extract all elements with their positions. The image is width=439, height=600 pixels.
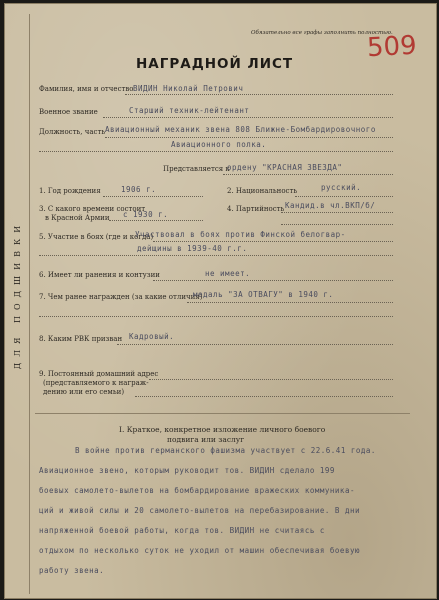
- page-title: НАГРАДНОЙ ЛИСТ: [136, 56, 294, 72]
- position-line-2: [39, 151, 393, 152]
- service-since-value: с 1930 г.: [123, 210, 169, 219]
- rank-label: Военное звание: [39, 108, 98, 116]
- body-line-5: напряженной боевой работы, когда тов. ВИДИН не считаясь с: [39, 526, 325, 535]
- name-label: Фамилия, имя и отчество: [39, 85, 134, 93]
- address-line-2: [135, 396, 393, 397]
- party-line-2: [281, 224, 393, 225]
- draft-office-label: 8. Каким РВК призван: [39, 335, 123, 343]
- award-sheet: [4, 3, 437, 599]
- section-heading-1: I. Краткое, конкретное изложение личного боевого: [119, 425, 326, 434]
- rank-line: [103, 117, 393, 118]
- nationality-value: русский.: [321, 183, 362, 192]
- address-line-1: [149, 379, 393, 380]
- awards-line-2: [39, 316, 393, 317]
- nominated-label: Представляется к: [163, 165, 230, 173]
- rank-value: Старший техник-лейтенант: [129, 106, 250, 115]
- awards-line-1: [187, 302, 393, 303]
- combat-line-1: [153, 241, 393, 242]
- service-since-label-2: в Красной Армии: [45, 214, 110, 222]
- draft-office-line: [117, 344, 393, 345]
- combat-label: 5. Участие в боях (где и когда): [39, 233, 154, 241]
- wounds-value: не имеет.: [205, 269, 251, 278]
- address-label-3: дению или его семьи): [43, 388, 125, 396]
- position-line-1: [105, 137, 393, 138]
- binding-margin-rule: [29, 14, 30, 594]
- birth-year-line: [103, 196, 203, 197]
- awards-value: медаль "ЗА ОТВАГУ" в 1940 г.: [193, 290, 334, 299]
- position-value-1: Авиационный механик звена 808 Ближне-Бомбардировочного: [105, 125, 376, 134]
- nationality-label: 2. Национальность: [227, 187, 298, 195]
- nominated-value: ордену "КРАСНАЯ ЗВЕЗДА": [227, 163, 343, 172]
- nationality-line: [295, 196, 393, 197]
- body-line-4: ций и живой силы и 20 самолето-вылетов на перебазирование. В дни: [39, 506, 360, 515]
- wounds-line: [153, 280, 393, 281]
- section-heading-2: подвига или заслуг: [167, 435, 245, 444]
- service-since-label-1: 3. С какого времени состоит: [39, 205, 146, 213]
- position-label: Должность, часть: [39, 128, 106, 136]
- party-label: 4. Партийность: [227, 205, 285, 213]
- body-line-7: работу звена.: [39, 566, 105, 575]
- header-note: Обязательно все графы заполнить полностью.: [251, 30, 393, 36]
- position-value-2: Авиационного полка.: [171, 140, 267, 149]
- birth-year-value: 1906 г.: [121, 185, 157, 194]
- awards-label: 7. Чем ранее награжден (за какие отличия): [39, 293, 203, 301]
- birth-year-label: 1. Год рождения: [39, 187, 101, 195]
- section-divider: [35, 413, 410, 414]
- archive-number: 509: [366, 30, 418, 64]
- body-line-6: отдыхом по несколько суток не уходил от машин обеспечивая боевую: [39, 546, 360, 555]
- name-line: [125, 94, 393, 95]
- nominated-line: [223, 174, 393, 175]
- combat-value-1: Участвовал в боях против Финской белогвар-: [135, 230, 346, 239]
- wounds-label: 6. Имеет ли ранения и контузии: [39, 271, 160, 279]
- body-line-3: боевых самолето-вылетов на бомбардирование вражеских коммуника-: [39, 486, 355, 495]
- address-label-2: (представляемого к награж-: [43, 379, 149, 387]
- party-line-1: [281, 212, 393, 213]
- party-value: Кандид.в чл.ВКП/б/: [285, 201, 376, 210]
- address-label-1: 9. Постоянный домашний адрес: [39, 370, 159, 378]
- name-value: ВИДИН Николай Петрович: [133, 84, 244, 93]
- body-line-2: Авиационное звено, которым руководит тов. ВИДИН сделало 199: [39, 466, 335, 475]
- body-line-1: В войне против германского фашизма участвует с 22.6.41 года.: [75, 446, 376, 455]
- draft-office-value: Кадровый.: [129, 332, 175, 341]
- combat-line-2: [39, 255, 393, 256]
- binding-margin-label: ДЛЯ ПОДШИВКИ: [13, 219, 23, 369]
- combat-value-2: дейщины в 1939-40 г.г.: [137, 244, 248, 253]
- service-since-line: [109, 220, 203, 221]
